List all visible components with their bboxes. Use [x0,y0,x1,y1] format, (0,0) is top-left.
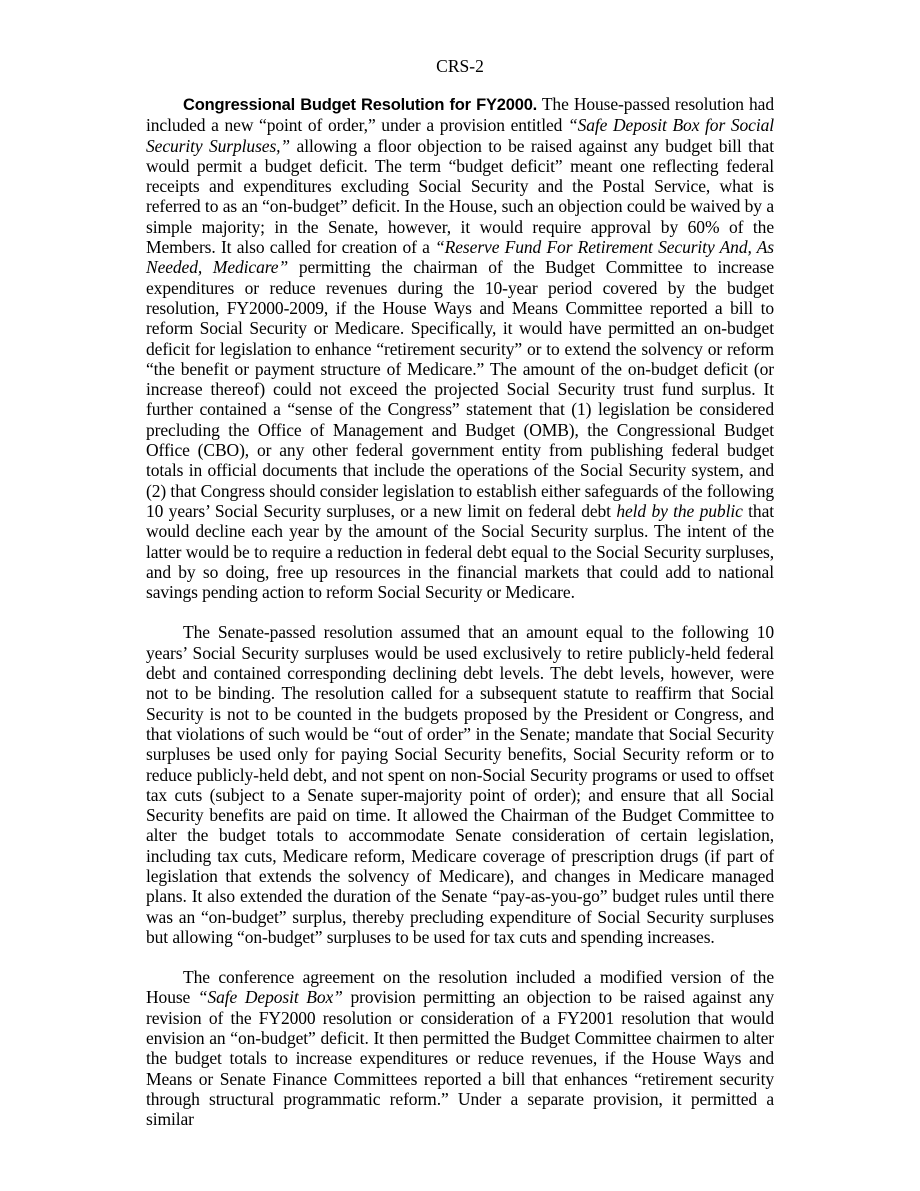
paragraph-text: that would decline each year by the amount of the Social Security surplus. The intent of the latter would be to require a reduction in federal debt equal to the Social Security surpluses, and by so doing, free up resources in the financial markets that could add to national savings pending action to reform Social Security or Medicare. [146,500,774,603]
paragraph-text: provision permitting an objection to be raised against any revision of the FY2000 resolution or consideration of a FY2001 resolution that would envision an “on-budget” deficit. It then permitted the Budget Committee chairmen to alter the budget totals to increase expenditures or reduce revenues, if the House Ways and Means or Senate Finance Committees reported a bill that enhances “retirement security through structural programmatic reform.” Under a separate provision, it permitted a similar [146,987,774,1130]
paragraph-text: permitting the chairman of the Budget Committee to increase expenditures or reduce revenues during the 10-year period covered by the budget resolution, FY2000-2009, if the House Ways and Means Committee reported a bill to reform Social Security or Medicare. Specifically, it would have permitted an on-budget deficit for legislation to enhance “retirement security” or to extend the solvency or reform “the benefit or payment structure of Medicare.” The amount of the on-budget deficit (or increase thereof) could not exceed the projected Social Security trust fund surplus. It further contained a “sense of the Congress” statement that (1) legislation be considered precluding the Office of Management and Budget (OMB), the Congressional Budget Office (CBO), or any other federal government entity from publishing federal budget totals in official documents that include the operations of the Social Security system, and (2) that Congress should consider legislation to establish either safeguards of the following 10 years’ Social Security surpluses, or a new limit on federal debt [146,257,774,521]
paragraph-text: The House-passed resolution had included a new “point of order,” under a provision entitled [146,94,774,136]
page-number: CRS-2 [436,56,484,76]
italic-emphasis: held by the public [616,500,743,521]
document-body [146,94,774,1150]
paragraph-conference-agreement [146,967,774,1129]
italic-safe-deposit-box: “Safe Deposit Box” [197,987,343,1008]
paragraph-text: allowing a floor objection to be raised against any budget bill that would permit a budget deficit. The term “budget deficit” meant one reflecting federal receipts and expenditures excluding Social Security and the Postal Service, what is referred to as an “on-budget” deficit. In the House, such an objection could be waived by a simple majority; in the Senate, however, it would require approval by 60% of the Members. It also called for creation of a [146,135,774,258]
section-heading: Congressional Budget Resolution for FY2000. [183,96,538,114]
paragraph-senate-resolution [146,622,774,947]
page-header [0,55,920,77]
italic-provision-title: “Safe Deposit Box for Social Security Surpluses,” [146,115,774,156]
paragraph-text: The conference agreement on the resolution included a modified version of the House [146,967,774,1008]
paragraph-text: The Senate-passed resolution assumed that an amount equal to the following 10 years’ Social Security surpluses would be used exclusively to retire publicly-held federal debt and contained corresponding declining debt levels. The debt levels, however, were not to be binding. The resolution called for a subsequent statute to reaffirm that Social Security is not to be counted in the budgets proposed by the President or Congress, and that violations of such would be “out of order” in the Senate; mandate that Social Security surpluses be used only for paying Social Security benefits, Social Security reform or to reduce publicly-held debt, and not spent on non-Social Security programs or used to offset tax cuts (subject to a Senate super-majority point of order); and ensure that all Social Security benefits are paid on time. It allowed the Chairman of the Budget Committee to alter the budget totals to accommodate Senate consideration of certain legislation, including tax cuts, Medicare reform, Medicare coverage of prescription drugs (if part of legislation that extends the solvency of Medicare), and changes in Medicare managed plans. It also extended the duration of the Senate “pay-as-you-go” budget rules until there was an “on-budget” surplus, thereby precluding expenditure of Social Security surpluses but allowing “on-budget” surpluses to be used for tax cuts and spending increases. [146,622,774,947]
italic-reserve-fund-title: “Reserve Fund For Retirement Security And, As Needed, Medicare” [146,237,775,278]
paragraph-budget-resolution [146,94,774,602]
